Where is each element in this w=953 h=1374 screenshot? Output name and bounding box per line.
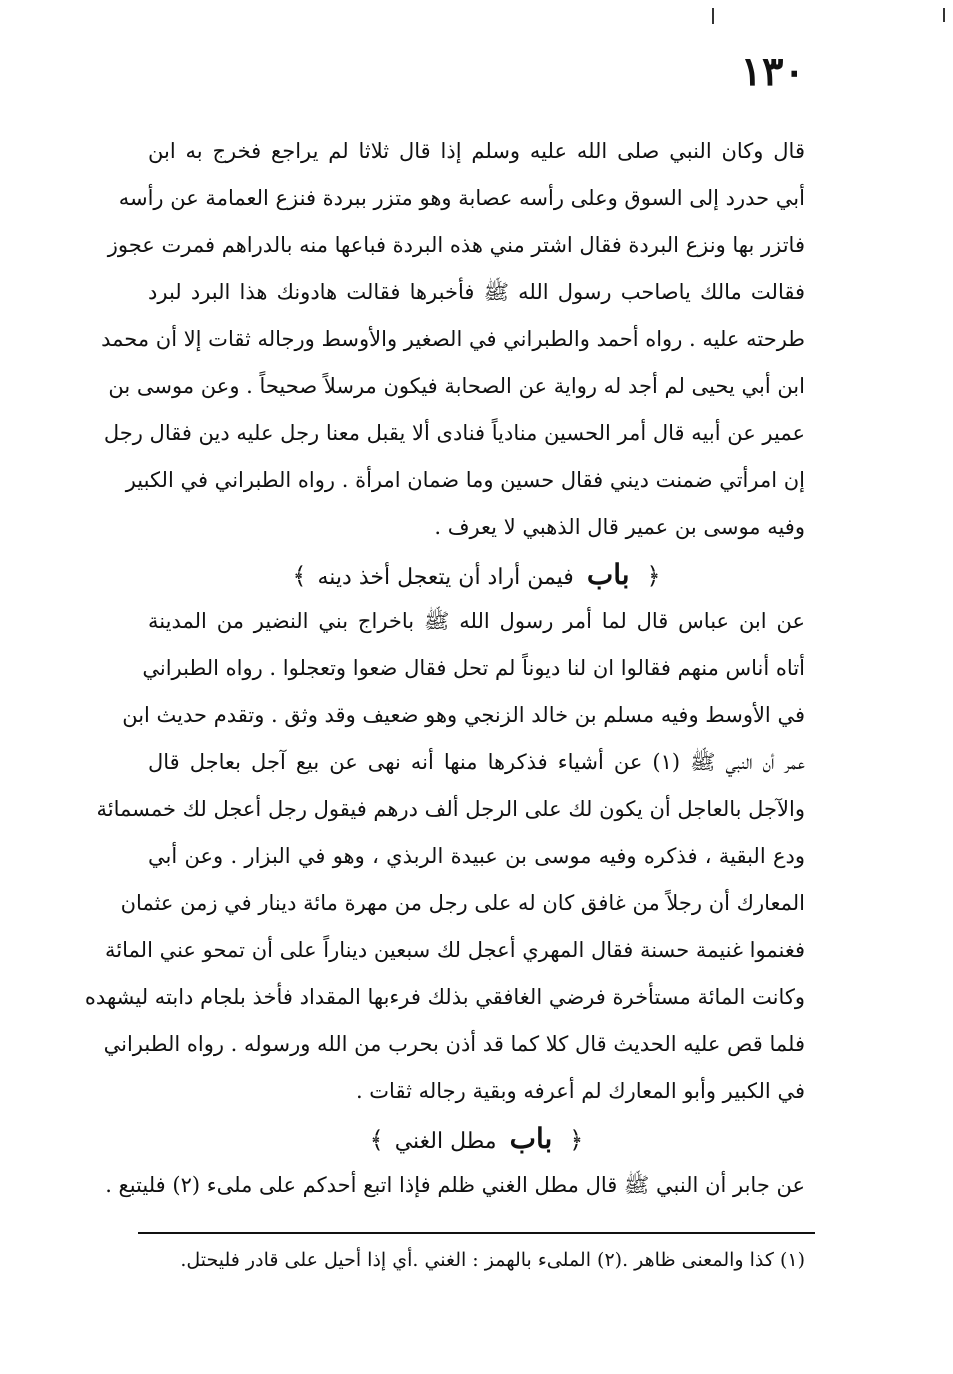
text-line: ابن أبي يحيى لم أجد له رواية عن الصحابة فيكون مرسلاً صحيحاً . وعن موسى بن xyxy=(108,374,805,398)
text-line: فاتزر بها ونزع البردة فقال اشتر مني هذه البردة فباعها منه بالدراهم فمرت عجوز xyxy=(107,233,805,257)
text-line: وفيه موسى بن عمير قال الذهبي لا يعرف . xyxy=(434,515,805,539)
heading-bracket-open: ﴿ xyxy=(646,562,661,590)
heading-title: مطل الغني xyxy=(394,1129,497,1154)
body-text xyxy=(84,128,805,1209)
page-number: ١٣٠ xyxy=(740,48,805,95)
heading-title: فيمن أراد أن يتعجل أخذ دينه xyxy=(317,565,574,590)
text-line: فقالت مالك ياصاحب رسول الله ﷺ فأخبرها فقالت هادونك هذا البرد لبرد xyxy=(148,280,805,304)
text-line: طرحته عليه . رواه أحمد والطبراني في الصغير والأوسط ورجاله ثقات إلا أن محمد xyxy=(101,327,805,351)
text-line: عن ابن عباس قال لما أمر رسول الله ﷺ باخراج بني النضير من المدينة xyxy=(148,609,805,633)
text-line: في الكبير وأبو المعارك لم أعرفه وبقية رجاله ثقات . xyxy=(355,1079,805,1103)
heading-bab: باب xyxy=(586,558,630,591)
heading-bracket-open: ﴿ xyxy=(569,1126,584,1154)
text-line: في الأوسط وفيه مسلم بن خالد الزنجي وهو ضعيف وقد وثق . وتقدم حديث ابن xyxy=(122,703,805,727)
scan-mark xyxy=(943,8,945,22)
text-line: فغنموا غنيمة حسنة فقال المهري أعجل لك سبعين ديناراً على أن تمحو عني المائة xyxy=(105,938,805,962)
text-line: أتاه أناس منهم فقالوا ان لنا ديوناً لم تحل فقال ضعوا وتعجلوا . رواه الطبراني xyxy=(142,656,805,680)
text-line: أبي حدرد إلى السوق وعلى رأسه عصابة وهو متزر ببردة فنزع العمامة عن رأسه xyxy=(118,186,805,210)
footnote-divider xyxy=(138,1232,815,1234)
text-line: المعارك أن رجلاً من غافق كان له على رجل من مهرة مائة دينار في زمن عثمان xyxy=(120,891,805,915)
text-line: عمر أن النبي ﷺ (١) عن أشياء فذكرها منها أنه نهى عن بيع آجل بعاجل قال xyxy=(148,750,805,774)
text-line: قال وكان النبي صلى الله عليه وسلم إذا قال ثلاثا لم يراجع فخرج به ابن xyxy=(148,139,805,163)
text-line: والآجل بالعاجل أن يكون لك على الرجل ألف درهم فيقول رجل أعجل لك خمسمائة xyxy=(96,797,805,821)
text-line: عمير عن أبيه قال أمر الحسين منادياً فنادى ألا يقبل معنا رجل عليه دين فقال رجل xyxy=(103,421,805,445)
section-heading xyxy=(148,551,805,598)
scan-mark xyxy=(712,8,714,24)
heading-bracket-close: ﴾ xyxy=(369,1126,384,1154)
footnote: (١) كذا والمعنى ظاهر .(٢) الملىء بالهمز : الغني .أي إذا أحيل على قادر فليحتل. xyxy=(180,1249,805,1271)
text-line: وكانت المائة مستأخرة فرضي الغافقي بذلك فرءبها المقداد فأخذ بلجام دابته ليشهده xyxy=(84,985,805,1009)
text-line: إن امرأتي ضمنت ديني فقال حسين وما ضمان امرأة . رواه الطبراني في الكبير xyxy=(125,468,805,492)
text-line: عن جابر أن النبي ﷺ قال مطل الغني ظلم فإذا اتبع أحدكم على ملىء (٢) فليتبع . xyxy=(105,1173,805,1197)
heading-bracket-close: ﴾ xyxy=(292,562,307,590)
text-line: فلما قص عليه الحديث قال كلا كما قد أذن بحرب من الله ورسوله . رواه الطبراني xyxy=(103,1032,805,1056)
heading-bab: باب xyxy=(509,1122,553,1155)
text-line: ودع البقية ، فذكره وفيه موسى بن عبيدة الربذي ، وهو في البزار . وعن أبي xyxy=(148,844,805,868)
section-heading xyxy=(148,1115,805,1162)
